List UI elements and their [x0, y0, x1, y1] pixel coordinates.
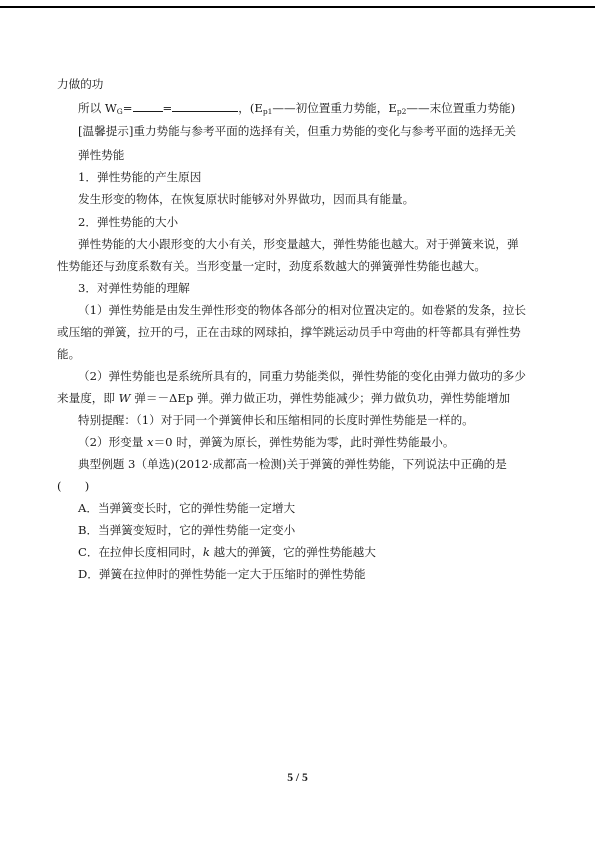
question-stem: 典型例题 3（单选)(2012·成都高一检测)关于弹簧的弹性势能，下列说法中正确的是 — [78, 457, 507, 471]
text-line: 能。 — [57, 347, 81, 361]
answer-blank[interactable] — [133, 100, 163, 112]
option-a: A．当弹簧变长时，它的弹性势能一定增大 — [78, 501, 296, 515]
section-heading: 弹性势能 — [78, 148, 125, 162]
subsection-heading: 2．弹性势能的大小 — [78, 215, 179, 229]
text-line: 弹性势能的大小跟形变的大小有关，形变量越大，弹性势能也越大。对于弹簧来说，弹 — [78, 237, 519, 251]
formula-line: 所以 $W_G=$ = ，($E_{p1}——$初位置重力势能，$E_{p2}——$末位置重力势能) — [78, 101, 516, 116]
answer-bracket: ( ) — [57, 479, 90, 493]
note-line: 特别提醒：（1）对于同一个弹簧伸长和压缩相同的长度时弹性势能是一样的。 — [78, 413, 474, 427]
option-d: D．弹簧在拉伸时的弹性势能一定大于压缩时的弹性势能 — [78, 567, 366, 581]
subsection-heading: 3．对弹性势能的理解 — [78, 281, 190, 295]
text-line: 发生形变的物体，在恢复原状时能够对外界做功，因而具有能量。 — [78, 192, 415, 206]
text-line: （2）弹性势能也是系统所具有的，同重力势能类似，弹性势能的变化由弹力做功的多少 — [78, 369, 526, 383]
header-rule — [0, 6, 595, 8]
answer-blank[interactable] — [172, 100, 238, 112]
note-line: （2）形变量 x＝0 时，弹簧为原长，弹性势能为零，此时弹性势能最小。 — [78, 435, 455, 449]
text-line: 力做的功 — [57, 77, 104, 91]
text-line: 或压缩的弹簧，拉开的弓，正在击球的网球拍，撑竿跳运动员手中弯曲的杆等都具有弹性势 — [57, 325, 521, 339]
option-c: C．在拉伸长度相同时，k 越大的弹簧，它的弹性势能越大 — [78, 545, 376, 559]
option-b: B．当弹簧变短时，它的弹性势能一定变小 — [78, 523, 296, 537]
tip-line: [温馨提示]重力势能与参考平面的选择有关，但重力势能的变化与参考平面的选择无关 — [78, 124, 517, 138]
subsection-heading: 1．弹性势能的产生原因 — [78, 170, 202, 184]
text-line: 性势能还与劲度系数有关。当形变量一定时，劲度系数越大的弹簧弹性势能也越大。 — [57, 259, 486, 273]
page-number: 5 / 5 — [287, 771, 308, 784]
text-line: （1）弹性势能是由发生弹性形变的物体各部分的相对位置决定的。如卷紧的发条，拉长 — [78, 303, 526, 317]
text-line: 来量度，即 W 弹＝－ΔEp 弹。弹力做正功，弹性势能减少；弹力做负功，弹性势能增加 — [57, 391, 511, 405]
